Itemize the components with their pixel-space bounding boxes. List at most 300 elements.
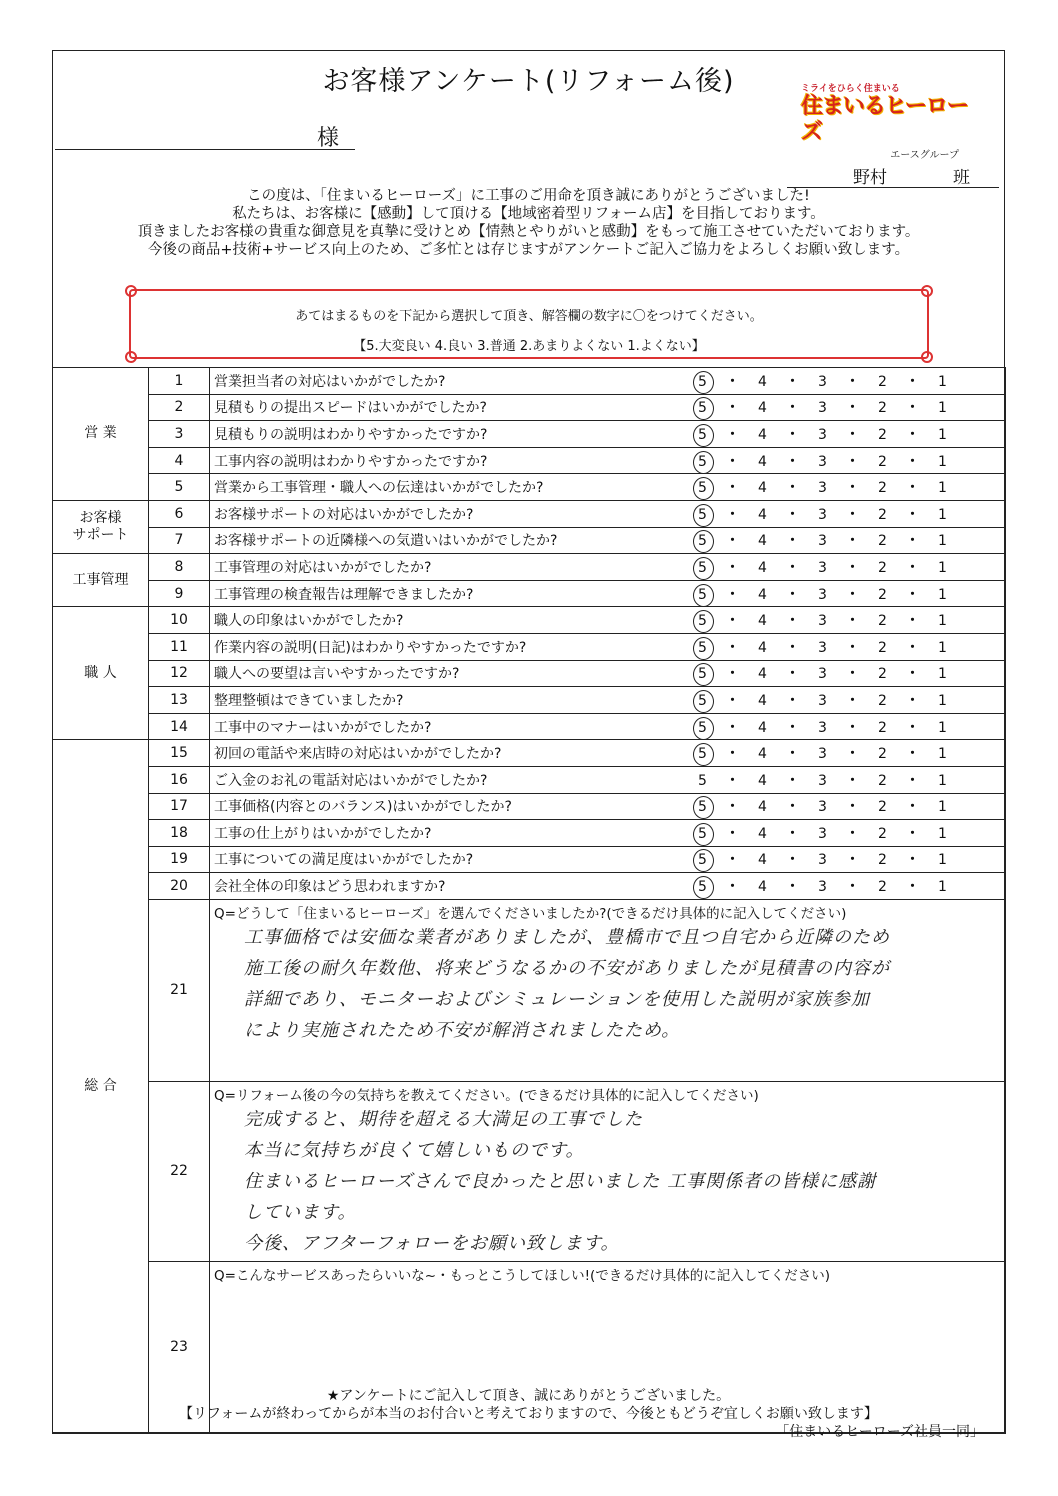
question-number: 9 [149, 580, 210, 607]
intro-line: 私たちは、お客様に【感動】して頂ける【地域密着型リフォーム店】を目指しております。 [232, 206, 825, 222]
rating-option-selected[interactable]: 5 [690, 454, 716, 470]
rating-option[interactable]: 3 [818, 746, 827, 763]
rating-option[interactable]: 2 [878, 852, 887, 869]
question-text: 整理整頓はできていましたか? [210, 687, 690, 714]
rating-option[interactable]: 3 [818, 533, 827, 550]
rating-separator: ・ [725, 506, 740, 523]
question-number: 3 [149, 421, 210, 448]
rating-option[interactable]: 3 [818, 639, 827, 656]
rating-separator: ・ [905, 692, 920, 709]
rating-option[interactable]: 4 [758, 559, 767, 576]
rating-option[interactable]: 1 [938, 426, 947, 443]
rating-separator: ・ [785, 533, 800, 550]
question-row [53, 846, 1006, 873]
question-text: 作業内容の説明(日記)はわかりやすかったですか? [210, 633, 690, 660]
rating-separator: ・ [725, 453, 740, 470]
question-number: 2 [149, 394, 210, 421]
rating-option[interactable]: 2 [878, 400, 887, 417]
rating-separator: ・ [725, 746, 740, 763]
rating-option-selected[interactable]: 5 [690, 427, 716, 443]
question-row [53, 447, 1006, 474]
rating-separator: ・ [905, 373, 920, 390]
category-label: 総 合 [84, 1078, 117, 1095]
rating-separator: ・ [905, 559, 920, 576]
rating-separator: ・ [905, 613, 920, 630]
rating-option[interactable]: 2 [878, 533, 887, 550]
rating-separator: ・ [785, 692, 800, 709]
handwritten-answer-line: しています。 [244, 1201, 357, 1223]
rating-separator: ・ [845, 852, 860, 869]
survey-sheet [52, 50, 1005, 1440]
rating-separator: ・ [725, 613, 740, 630]
rating-separator: ・ [905, 480, 920, 497]
team-suffix: 班 [953, 168, 970, 188]
rating-separator: ・ [845, 480, 860, 497]
rating-separator: ・ [845, 506, 860, 523]
question-number: 19 [149, 846, 210, 873]
rating-option-selected[interactable]: 5 [690, 507, 716, 523]
category-label: お客様 [79, 510, 122, 527]
rating-option[interactable]: 4 [758, 373, 767, 390]
rating-option[interactable]: 2 [878, 719, 887, 736]
category-craftsman [53, 607, 149, 740]
question-row [53, 820, 1006, 847]
question-text: 見積もりの説明はわかりやすかったですか? [210, 421, 690, 448]
free-question-row [53, 1081, 1006, 1261]
rating-option[interactable]: 1 [938, 879, 947, 896]
rating-separator: ・ [905, 506, 920, 523]
rating-option[interactable]: 3 [818, 666, 827, 683]
rating-option[interactable]: 3 [818, 400, 827, 417]
rating-option[interactable]: 1 [938, 480, 947, 497]
rating-separator: ・ [785, 400, 800, 417]
question-text: お客様サポートの対応はいかがでしたか? [210, 500, 690, 527]
rating-separator: ・ [725, 772, 740, 789]
question-row [53, 740, 1006, 767]
question-row [53, 687, 1006, 714]
category-label: 工事管理 [72, 571, 129, 588]
rating-option[interactable]: 3 [818, 772, 827, 789]
free-question-text: Q=こんなサービスあったらいいな~・もっとこうしてほしい!(できるだけ具体的に記入してください) [214, 1267, 831, 1284]
rating-separator: ・ [905, 533, 920, 550]
rating-option[interactable]: 3 [818, 613, 827, 630]
rating-separator: ・ [845, 719, 860, 736]
rating-options[interactable] [690, 873, 1006, 900]
rating-option-selected[interactable]: 5 [690, 480, 716, 496]
rating-separator: ・ [785, 719, 800, 736]
rating-option[interactable]: 1 [938, 719, 947, 736]
question-row [53, 633, 1006, 660]
rating-option[interactable]: 1 [938, 852, 947, 869]
rating-separator: ・ [845, 426, 860, 443]
question-text: 職人への要望は言いやすかったですか? [210, 660, 690, 687]
rating-option[interactable]: 4 [758, 746, 767, 763]
rating-option[interactable]: 4 [758, 825, 767, 842]
question-text: 会社全体の印象はどう思われますか? [210, 873, 690, 900]
rating-separator: ・ [725, 400, 740, 417]
rating-option[interactable]: 1 [938, 586, 947, 603]
question-number: 21 [149, 899, 210, 1081]
rating-separator: ・ [845, 533, 860, 550]
question-row [53, 500, 1006, 527]
rating-option[interactable]: 1 [938, 453, 947, 470]
question-row [53, 793, 1006, 820]
rating-option-selected[interactable]: 5 [690, 720, 716, 736]
rating-options[interactable] [690, 527, 1006, 554]
rating-option[interactable]: 1 [938, 373, 947, 390]
rating-option[interactable]: 4 [758, 506, 767, 523]
question-number: 4 [149, 447, 210, 474]
rating-option[interactable]: 2 [878, 559, 887, 576]
handwritten-answer-line: 工事価格では安価な業者がありましたが、豊橋市で且つ自宅から近隣のため [244, 926, 890, 948]
question-text: 工事管理の対応はいかがでしたか? [210, 554, 690, 581]
rating-option-selected[interactable]: 5 [690, 400, 716, 416]
rating-option[interactable]: 1 [938, 772, 947, 789]
rating-option[interactable]: 2 [878, 373, 887, 390]
rating-separator: ・ [725, 586, 740, 603]
rating-option[interactable]: 4 [758, 772, 767, 789]
rating-option[interactable]: 4 [758, 799, 767, 816]
rating-option[interactable]: 4 [758, 852, 767, 869]
rating-option[interactable]: 1 [938, 639, 947, 656]
rating-separator: ・ [845, 692, 860, 709]
rating-option[interactable]: 4 [758, 692, 767, 709]
handwritten-answer-line: により実施されたため不安が解消されましたため。 [244, 1019, 681, 1041]
rating-separator: ・ [905, 586, 920, 603]
question-text: 見積もりの提出スピードはいかがでしたか? [210, 394, 690, 421]
rating-separator: ・ [725, 533, 740, 550]
rating-option[interactable]: 2 [878, 453, 887, 470]
question-number: 7 [149, 527, 210, 554]
rating-options[interactable] [690, 554, 1006, 581]
rating-options[interactable] [690, 633, 1006, 660]
rating-option[interactable]: 4 [758, 533, 767, 550]
rating-separator: ・ [785, 746, 800, 763]
customer-name-line [55, 149, 355, 150]
rating-separator: ・ [725, 852, 740, 869]
footer-thanks: ★アンケートにご記入して頂き、誠にありがとうございました。 [326, 1388, 731, 1404]
rating-separator: ・ [785, 480, 800, 497]
customer-honorific: 様 [317, 126, 340, 151]
category-sales [53, 368, 149, 501]
question-row [53, 474, 1006, 501]
rating-options[interactable] [690, 447, 1006, 474]
rating-separator: ・ [845, 613, 860, 630]
rating-option[interactable]: 1 [938, 559, 947, 576]
rating-option-selected[interactable]: 5 [690, 852, 716, 868]
rating-option[interactable]: 4 [758, 719, 767, 736]
rating-options[interactable] [690, 687, 1006, 714]
rating-option-selected[interactable]: 5 [690, 826, 716, 842]
rating-options[interactable] [690, 766, 1006, 793]
rating-separator: ・ [905, 746, 920, 763]
rating-option[interactable]: 2 [878, 772, 887, 789]
question-row [53, 766, 1006, 793]
rating-option[interactable]: 4 [758, 639, 767, 656]
free-question-row [53, 899, 1006, 1081]
logo-group: エースグループ [890, 150, 959, 161]
rating-separator: ・ [845, 666, 860, 683]
rating-option[interactable]: 1 [938, 506, 947, 523]
rating-option-selected[interactable]: 5 [690, 746, 716, 762]
question-row [53, 394, 1006, 421]
question-number: 15 [149, 740, 210, 767]
category-support [53, 500, 149, 553]
rating-options[interactable] [690, 421, 1006, 448]
rating-option[interactable]: 4 [758, 666, 767, 683]
scroll-curl-icon [921, 285, 933, 297]
rating-option[interactable]: 2 [878, 613, 887, 630]
intro-text [53, 187, 1004, 259]
rating-separator: ・ [845, 373, 860, 390]
logo-tagline: ミライをひらく住まいる [801, 84, 900, 94]
rating-options[interactable] [690, 793, 1006, 820]
rating-option[interactable]: 3 [818, 480, 827, 497]
rating-separator: ・ [785, 666, 800, 683]
rating-option[interactable]: 2 [878, 799, 887, 816]
question-number: 14 [149, 713, 210, 740]
rating-option-selected[interactable]: 5 [690, 560, 716, 576]
rating-option[interactable]: 2 [878, 746, 887, 763]
handwritten-answer-line: 詳細であり、モニターおよびシミュレーションを使用した説明が家族参加 [244, 988, 870, 1010]
rating-option[interactable]: 1 [938, 533, 947, 550]
question-row [53, 580, 1006, 607]
rating-options[interactable] [690, 607, 1006, 634]
rating-option[interactable]: 2 [878, 480, 887, 497]
question-number: 23 [149, 1261, 210, 1433]
question-number: 1 [149, 368, 210, 395]
rating-separator: ・ [785, 852, 800, 869]
question-text: 初回の電話や来店時の対応はいかがでしたか? [210, 740, 690, 767]
rating-option[interactable]: 3 [818, 426, 827, 443]
rating-option[interactable]: 3 [818, 852, 827, 869]
rating-option[interactable]: 4 [758, 480, 767, 497]
rating-separator: ・ [785, 825, 800, 842]
free-question-text: Q=どうして「住まいるヒーローズ」を選んでくださいましたか?(できるだけ具体的に記入してください) [214, 905, 847, 922]
rating-separator: ・ [785, 772, 800, 789]
rating-option-selected[interactable]: 5 [690, 374, 716, 390]
question-number: 8 [149, 554, 210, 581]
company-logo [801, 81, 971, 161]
intro-line: この度は、「住まいるヒーローズ」に工事のご用命を頂き誠にありがとうございました! [247, 188, 810, 204]
rating-option[interactable]: 1 [938, 666, 947, 683]
rating-option-selected[interactable]: 5 [690, 799, 716, 815]
rating-option[interactable]: 2 [878, 825, 887, 842]
rating-options[interactable] [690, 846, 1006, 873]
rating-separator: ・ [905, 453, 920, 470]
category-label: サポート [72, 527, 129, 544]
rating-separator: ・ [905, 719, 920, 736]
rating-separator: ・ [785, 506, 800, 523]
rating-option[interactable]: 1 [938, 746, 947, 763]
rating-option[interactable]: 4 [758, 453, 767, 470]
question-number: 11 [149, 633, 210, 660]
rating-option[interactable]: 3 [818, 719, 827, 736]
question-number: 17 [149, 793, 210, 820]
rating-separator: ・ [905, 799, 920, 816]
rating-option[interactable]: 3 [818, 879, 827, 896]
rating-separator: ・ [785, 799, 800, 816]
question-row [53, 368, 1006, 395]
question-number: 20 [149, 873, 210, 900]
question-text: 工事についての満足度はいかがでしたか? [210, 846, 690, 873]
rating-option-selected[interactable]: 5 [690, 693, 716, 709]
page-title: お客様アンケート(リフォーム後) [322, 66, 735, 97]
intro-line: 今後の商品+技術+サービス向上のため、ご多忙とは存じますがアンケートご記入ご協力をよろしくお願い致します。 [147, 242, 910, 258]
rating-option-selected[interactable]: 5 [690, 666, 716, 682]
rating-scale-legend: 【5.大変良い 4.良い 3.普通 2.あまりよくない 1.よくない】 [353, 339, 705, 354]
rating-option[interactable]: 2 [878, 666, 887, 683]
question-number: 6 [149, 500, 210, 527]
rating-option[interactable]: 3 [818, 586, 827, 603]
rating-option[interactable]: 4 [758, 879, 767, 896]
team-field [787, 163, 999, 188]
free-answer-area[interactable] [210, 1081, 1006, 1261]
footer [53, 1387, 1004, 1440]
handwritten-answer-line: 今後、アフターフォローをお願い致します。 [244, 1232, 620, 1254]
rating-separator: ・ [785, 426, 800, 443]
rating-option[interactable]: 3 [818, 799, 827, 816]
rating-separator: ・ [845, 825, 860, 842]
rating-separator: ・ [845, 772, 860, 789]
rating-separator: ・ [845, 453, 860, 470]
category-overall [53, 740, 149, 1434]
intro-line: 頂きましたお客様の貴重な御意見を真摯に受けとめ【情熱とやりがいと感動】をもって施工させていただいております。 [137, 224, 920, 240]
rating-options[interactable] [690, 580, 1006, 607]
rating-options[interactable] [690, 500, 1006, 527]
rating-option[interactable]: 4 [758, 613, 767, 630]
rating-separator: ・ [725, 426, 740, 443]
category-management [53, 554, 149, 607]
instruction-text: あてはまるものを下記から選択して頂き、解答欄の数字に〇をつけてください。 [295, 309, 763, 324]
handwritten-answer-line: 本当に気持ちが良くて嬉しいものです。 [244, 1139, 585, 1161]
rating-option-selected[interactable]: 5 [690, 879, 716, 895]
rating-option[interactable]: 3 [818, 453, 827, 470]
rating-separator: ・ [845, 559, 860, 576]
rating-option[interactable]: 2 [878, 639, 887, 656]
rating-separator: ・ [905, 639, 920, 656]
rating-separator: ・ [845, 746, 860, 763]
rating-separator: ・ [785, 639, 800, 656]
rating-option[interactable]: 3 [818, 559, 827, 576]
rating-options[interactable] [690, 740, 1006, 767]
rating-separator: ・ [905, 666, 920, 683]
question-row [53, 873, 1006, 900]
rating-option[interactable]: 1 [938, 400, 947, 417]
rating-option-selected[interactable]: 5 [690, 587, 716, 603]
team-name: 野村 [853, 168, 887, 188]
rating-separator: ・ [725, 480, 740, 497]
rating-option[interactable]: 1 [938, 613, 947, 630]
handwritten-answer-line: 施工後の耐久年数他、将来どうなるかの不安がありましたが見積書の内容が [244, 957, 890, 979]
rating-options[interactable] [690, 394, 1006, 421]
rating-separator: ・ [785, 453, 800, 470]
rating-option[interactable]: 3 [818, 692, 827, 709]
question-text: 工事中のマナーはいかがでしたか? [210, 713, 690, 740]
footer-message: 【リフォームが終わってからが本当のお付合いと考えておりますので、今後ともどうぞ宜しくお願い致します】 [179, 1406, 878, 1422]
rating-option[interactable]: 3 [818, 373, 827, 390]
rating-option[interactable]: 2 [878, 506, 887, 523]
question-row [53, 554, 1006, 581]
rating-option[interactable]: 1 [938, 692, 947, 709]
rating-option[interactable]: 1 [938, 799, 947, 816]
rating-option[interactable]: 1 [938, 825, 947, 842]
rating-separator: ・ [845, 879, 860, 896]
question-text: お客様サポートの近隣様への気遣いはいかがでしたか? [210, 527, 690, 554]
question-row [53, 713, 1006, 740]
rating-options[interactable] [690, 820, 1006, 847]
rating-option[interactable]: 3 [818, 825, 827, 842]
rating-options[interactable] [690, 660, 1006, 687]
rating-option[interactable]: 2 [878, 879, 887, 896]
rating-separator: ・ [845, 639, 860, 656]
rating-option[interactable]: 2 [878, 586, 887, 603]
rating-option[interactable]: 5 [698, 772, 707, 789]
rating-separator: ・ [725, 825, 740, 842]
rating-option[interactable]: 4 [758, 400, 767, 417]
rating-separator: ・ [905, 400, 920, 417]
question-row [53, 607, 1006, 634]
handwritten-answer-line: 完成すると、期待を超える大満足の工事でした [244, 1108, 643, 1130]
free-question-text: Q=リフォーム後の今の気持ちを教えてください。(できるだけ具体的に記入してください) [214, 1087, 759, 1104]
question-text: 営業担当者の対応はいかがでしたか? [210, 368, 690, 395]
rating-options[interactable] [690, 368, 1006, 395]
rating-option[interactable]: 4 [758, 426, 767, 443]
rating-option-selected[interactable]: 5 [690, 640, 716, 656]
rating-option[interactable]: 4 [758, 586, 767, 603]
free-answer-area[interactable] [210, 899, 1006, 1081]
rating-option-selected[interactable]: 5 [690, 613, 716, 629]
question-row [53, 660, 1006, 687]
rating-separator: ・ [725, 373, 740, 390]
rating-separator: ・ [845, 400, 860, 417]
rating-separator: ・ [905, 852, 920, 869]
logo-brand: 住まいるヒーローズ [801, 94, 969, 145]
rating-separator: ・ [725, 799, 740, 816]
rating-separator: ・ [785, 373, 800, 390]
question-number: 12 [149, 660, 210, 687]
instruction-scroll [129, 289, 929, 359]
question-number: 18 [149, 820, 210, 847]
question-number: 13 [149, 687, 210, 714]
rating-option[interactable]: 3 [818, 506, 827, 523]
rating-separator: ・ [725, 692, 740, 709]
rating-separator: ・ [785, 879, 800, 896]
rating-options[interactable] [690, 713, 1006, 740]
rating-option[interactable]: 2 [878, 426, 887, 443]
question-number: 22 [149, 1081, 210, 1261]
rating-separator: ・ [905, 825, 920, 842]
question-number: 10 [149, 607, 210, 634]
category-label: 職 人 [84, 664, 117, 681]
rating-separator: ・ [785, 586, 800, 603]
question-number: 5 [149, 474, 210, 501]
category-label: 営 業 [84, 425, 117, 442]
rating-separator: ・ [905, 879, 920, 896]
rating-options[interactable] [690, 474, 1006, 501]
question-text: 工事管理の検査報告は理解できましたか? [210, 580, 690, 607]
rating-option-selected[interactable]: 5 [690, 533, 716, 549]
question-row [53, 421, 1006, 448]
question-text: 工事の仕上がりはいかがでしたか? [210, 820, 690, 847]
rating-separator: ・ [725, 666, 740, 683]
rating-separator: ・ [785, 613, 800, 630]
survey-table [52, 367, 1006, 1434]
rating-separator: ・ [725, 559, 740, 576]
rating-separator: ・ [725, 639, 740, 656]
footer-signature: 「住まいるヒーローズ社員一同」 [775, 1424, 984, 1440]
rating-option[interactable]: 2 [878, 692, 887, 709]
